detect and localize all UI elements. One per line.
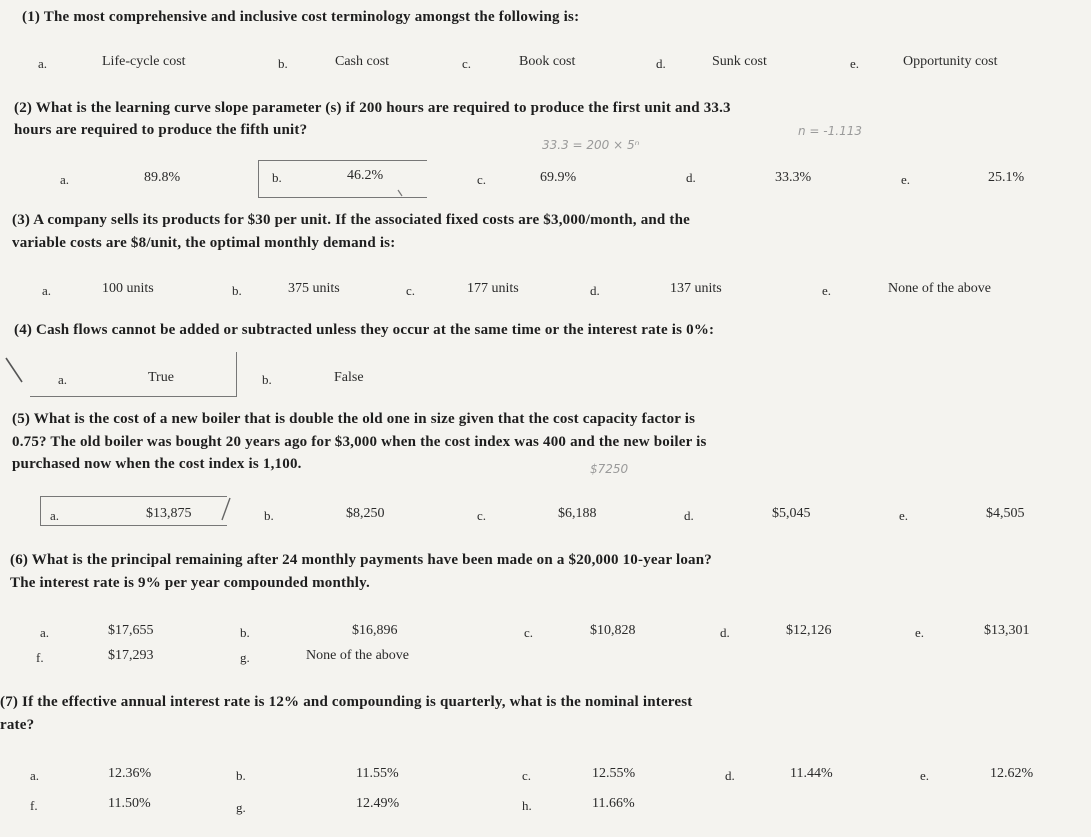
q1-option-d[interactable]: Sunk cost — [712, 54, 767, 69]
question-6-text-line2: The interest rate is 9% per year compounded monthly. — [10, 575, 370, 591]
q6-option-d[interactable]: $12,126 — [786, 623, 832, 638]
q5-option-d[interactable]: $5,045 — [772, 506, 811, 521]
question-1-text: (1) The most comprehensive and inclusive cost terminology amongst the following is: — [22, 9, 580, 25]
q6-option-c[interactable]: $10,828 — [590, 623, 636, 638]
q7-option-h-letter: h. — [522, 798, 532, 813]
question-2-text-line2: hours are required to produce the fifth unit? — [14, 122, 308, 138]
q2-option-a-letter: a. — [60, 172, 70, 187]
q3-option-c-letter: c. — [406, 283, 416, 298]
q7-option-c-letter: c. — [522, 768, 532, 783]
q6-option-f[interactable]: $17,293 — [108, 648, 154, 663]
q6-option-d-letter: d. — [720, 625, 730, 640]
question-4-text: (4) Cash flows cannot be added or subtracted unless they occur at the same time or the interest rate is 0%: — [14, 322, 715, 338]
q7-option-f-letter: f. — [30, 798, 38, 813]
q3-option-e[interactable]: None of the above — [888, 281, 992, 296]
q7-option-f[interactable]: 11.50% — [108, 796, 151, 811]
q5-option-b[interactable]: $8,250 — [346, 506, 385, 521]
q1-option-b[interactable]: Cash cost — [335, 54, 390, 69]
q7-option-e-letter: e. — [920, 768, 930, 783]
q2-handwritten-note-1: 33.3 = 200 × 5ⁿ — [542, 138, 640, 152]
question-6-text-line1: (6) What is the principal remaining after 24 monthly payments have been made on a $20,000 10-year loan? — [10, 552, 712, 568]
q2-option-e[interactable]: 33.3% — [775, 170, 812, 185]
q2-option-d[interactable]: 69.9% — [540, 170, 577, 185]
q6-option-g-letter: g. — [240, 650, 250, 665]
q3-option-e-letter: e. — [822, 283, 832, 298]
q6-option-a-letter: a. — [40, 625, 50, 640]
q4-check-mark — [6, 358, 22, 382]
q7-option-a[interactable]: 12.36% — [108, 766, 152, 781]
q6-option-a[interactable]: $17,655 — [108, 623, 154, 638]
q5-option-a[interactable]: $13,875 — [146, 506, 192, 521]
q4-option-b[interactable]: False — [334, 370, 364, 385]
q6-option-f-letter: f. — [36, 650, 44, 665]
q6-option-b[interactable]: $16,896 — [352, 623, 398, 638]
q2-option-b[interactable]: 46.2% — [347, 168, 384, 183]
q6-option-e-letter: e. — [915, 625, 925, 640]
q7-option-b[interactable]: 11.55% — [356, 766, 399, 781]
q7-option-c[interactable]: 12.55% — [592, 766, 636, 781]
q4-option-b-letter: b. — [262, 372, 272, 387]
q5-option-c-letter: c. — [477, 508, 487, 523]
question-3-text-line2: variable costs are $8/unit, the optimal monthly demand is: — [12, 235, 396, 251]
q4-option-a-letter: a. — [58, 372, 68, 387]
question-7-text-line1: (7) If the effective annual interest rate is 12% and compounding is quarterly, what is the nominal interest — [0, 694, 693, 710]
q7-option-h[interactable]: 11.66% — [592, 796, 635, 811]
q5-option-a-letter: a. — [50, 508, 60, 523]
q3-option-d-letter: d. — [590, 283, 600, 298]
question-3-text-line1: (3) A company sells its products for $30 per unit. If the associated fixed costs are $3,000/month, and the — [12, 212, 691, 228]
q1-option-e[interactable]: Opportunity cost — [903, 54, 998, 69]
q1-option-a[interactable]: Life-cycle cost — [102, 54, 186, 69]
q7-option-a-letter: a. — [30, 768, 40, 783]
q5-option-e-letter: e. — [899, 508, 909, 523]
q6-option-c-letter: c. — [524, 625, 534, 640]
q6-option-g[interactable]: None of the above — [306, 648, 410, 663]
question-2-text-line1: (2) What is the learning curve slope parameter (s) if 200 hours are required to produce the first unit and 33.3 — [14, 100, 731, 116]
question-5-text-line2: 0.75? The old boiler was bought 20 years ago for $3,000 when the cost index was 400 and the new boiler is — [12, 434, 707, 450]
q7-option-d[interactable]: 11.44% — [790, 766, 833, 781]
q7-option-g-letter: g. — [236, 800, 246, 815]
q2-option-f[interactable]: 25.1% — [988, 170, 1025, 185]
q1-option-c-letter: c. — [462, 56, 472, 71]
q5-option-b-letter: b. — [264, 508, 274, 523]
q3-option-a[interactable]: 100 units — [102, 281, 154, 296]
q7-option-e[interactable]: 12.62% — [990, 766, 1034, 781]
q5-option-d-letter: d. — [684, 508, 694, 523]
q7-option-g[interactable]: 12.49% — [356, 796, 400, 811]
q5-check-mark — [222, 498, 230, 520]
q2-option-d-letter: d. — [686, 170, 696, 185]
q1-option-c[interactable]: Book cost — [519, 54, 576, 69]
question-5-text-line1: (5) What is the cost of a new boiler that is double the old one in size given that the cost capacity factor is — [12, 411, 696, 427]
q2-option-b-letter: b. — [272, 170, 282, 185]
question-5-text-line3: purchased now when the cost index is 1,100. — [12, 456, 302, 472]
q3-option-c[interactable]: 177 units — [467, 281, 519, 296]
q7-option-d-letter: d. — [725, 768, 735, 783]
q1-option-d-letter: d. — [656, 56, 666, 71]
q3-option-d[interactable]: 137 units — [670, 281, 722, 296]
q5-option-c[interactable]: $6,188 — [558, 506, 597, 521]
q3-option-a-letter: a. — [42, 283, 52, 298]
q2-option-a[interactable]: 89.8% — [144, 170, 181, 185]
q2-tick-mark — [398, 190, 402, 196]
q6-option-e[interactable]: $13,301 — [984, 623, 1030, 638]
q2-handwritten-note-2: n = -1.113 — [798, 124, 862, 138]
q2-option-e-letter: e. — [901, 172, 911, 187]
q6-option-b-letter: b. — [240, 625, 250, 640]
q7-option-b-letter: b. — [236, 768, 246, 783]
q1-option-a-letter: a. — [38, 56, 48, 71]
q3-option-b[interactable]: 375 units — [288, 281, 340, 296]
q1-option-e-letter: e. — [850, 56, 860, 71]
question-7-text-line2: rate? — [0, 717, 35, 733]
q4-option-a[interactable]: True — [148, 370, 174, 385]
q5-option-e[interactable]: $4,505 — [986, 506, 1025, 521]
q2-option-c-letter: c. — [477, 172, 487, 187]
q3-option-b-letter: b. — [232, 283, 242, 298]
q5-handwritten-note: $7250 — [590, 462, 629, 476]
q1-option-b-letter: b. — [278, 56, 288, 71]
